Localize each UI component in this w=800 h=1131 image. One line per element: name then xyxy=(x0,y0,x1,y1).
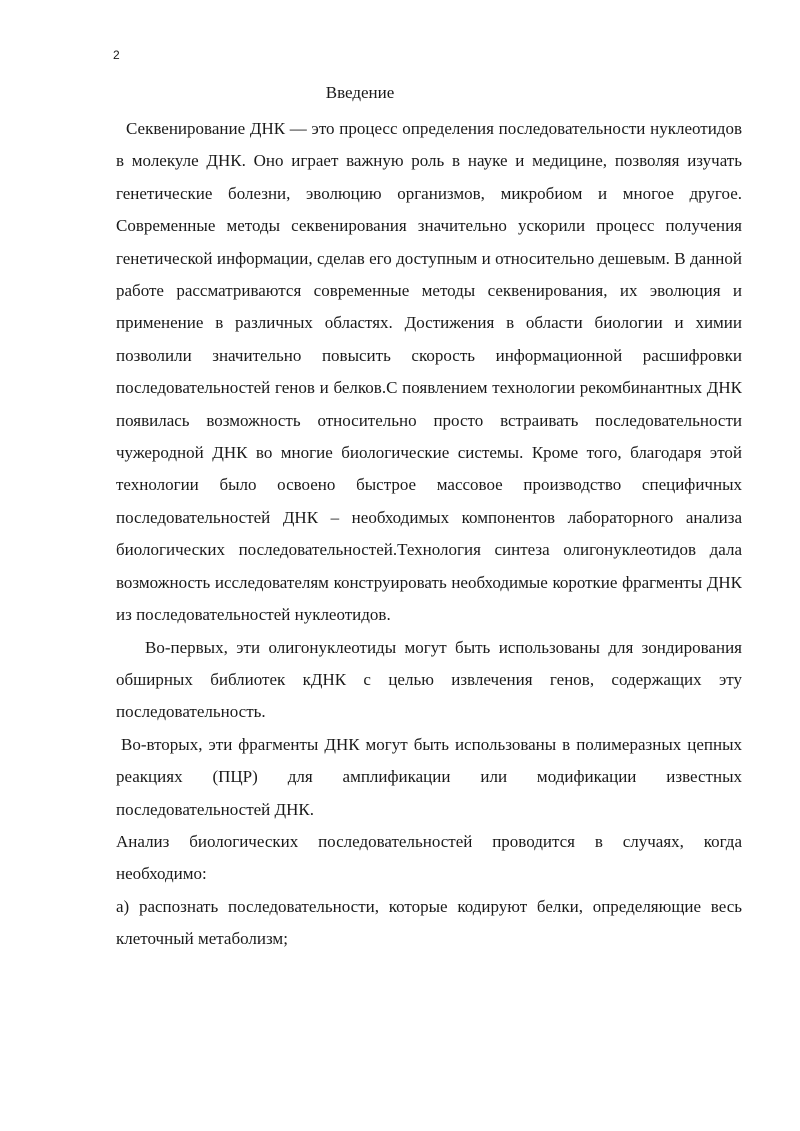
document-body xyxy=(116,113,742,956)
first-point-paragraph: Во-первых, эти олигонуклеотиды могут быть использованы для зондирования обширных библиотек кДНК с целью извлечения генов, содержащих эту последовательность. xyxy=(116,637,742,722)
page-number: 2 xyxy=(113,48,120,62)
intro-paragraph: Секвенирование ДНК — это процесс определения последовательности нуклеотидов в молекуле ДНК. Оно играет важную роль в науке и медицине, позволяя изучать генетические болезни, эволюцию организмов, микробиом и многое другое. Современные методы секвенирования значительно ускорили процесс получения генетической информации, сделав его доступным и относительно дешевым. В данной работе рассматриваются современные методы секвенирования, их эволюция и применение в различных областях. Достижения в области биологии и химии позволили значительно повысить скорость информационной расшифровки последовательностей генов и белков.С появлением технологии рекомбинантных ДНК появилась возможность относительно просто встраивать последовательности чужеродной ДНК во многие биологические системы. Кроме того, благодаря этой технологии было освоено быстрое массовое производство специфичных последовательностей ДНК – необходимых компонентов лабораторного анализа биологических последовательностей.Технология синтеза олигонуклеотидов дала возможность исследователям конструировать необходимые короткие фрагменты ДНК из последовательностей нуклеотидов. xyxy=(116,119,742,625)
second-point-paragraph: Во-вторых, эти фрагменты ДНК могут быть использованы в полимеразных цепных реакциях (ПЦР) для амплификации или модификации известных последовательностей ДНК. xyxy=(116,734,742,819)
list-item-a: а) распознать последовательности, которые кодируют белки, определяющие весь клеточный метаболизм; xyxy=(116,896,742,949)
analysis-paragraph: Анализ биологических последовательностей проводится в случаях, когда необходимо: xyxy=(116,831,742,884)
section-title: Введение xyxy=(325,83,395,102)
